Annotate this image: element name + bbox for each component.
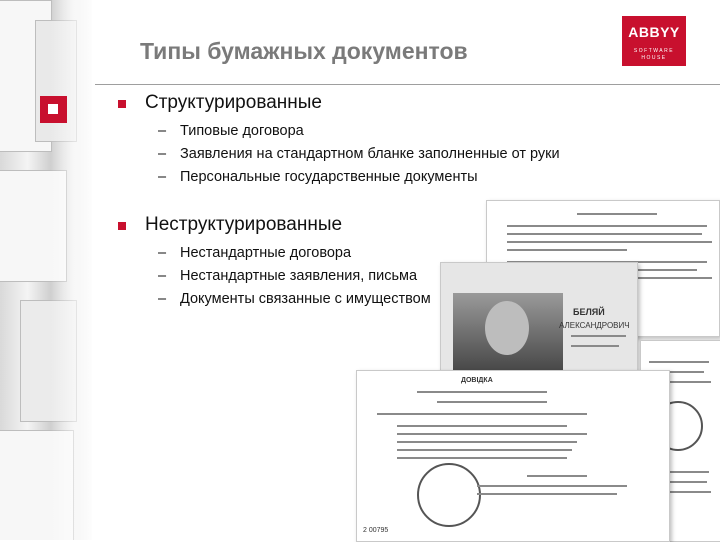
list-item: – Типовые договора (158, 123, 304, 139)
title-divider (95, 84, 720, 85)
accent-square-icon (40, 96, 67, 123)
certificate-document-image (356, 370, 670, 542)
logo-name: ABBYY (628, 24, 680, 40)
file-cabinet-image (0, 0, 92, 540)
list-item: – Персональные государственные документы (158, 169, 478, 185)
certificate-title: ДОВІДКА (461, 377, 493, 384)
logo-sub2: HOUSE (641, 55, 667, 61)
certificate-page-number: 2 00795 (363, 527, 389, 534)
bullet-icon (118, 100, 126, 108)
list-item: – Документы связанные с имуществом (158, 291, 431, 307)
section-heading-unstructured: Неструктурированные (145, 214, 343, 235)
section-heading-structured: Структурированные (145, 92, 322, 113)
list-item: – Нестандартные заявления, письма (158, 268, 418, 284)
passport-image (440, 262, 638, 380)
slide-title: Типы бумажных документов (140, 38, 468, 64)
passport-face (485, 301, 529, 355)
abbyy-logo (622, 16, 686, 66)
logo-sub1: SOFTWARE (633, 48, 675, 54)
passport-name: БЕЛЯЙ (573, 307, 605, 317)
cabinet-fade (0, 0, 92, 540)
list-item: – Заявления на стандартном бланке заполненные от руки (158, 146, 560, 162)
bullet-icon (118, 222, 126, 230)
passport-given: АЛЕКСАНДРОВИЧ (559, 321, 630, 330)
list-item: – Нестандартные договора (158, 245, 352, 261)
